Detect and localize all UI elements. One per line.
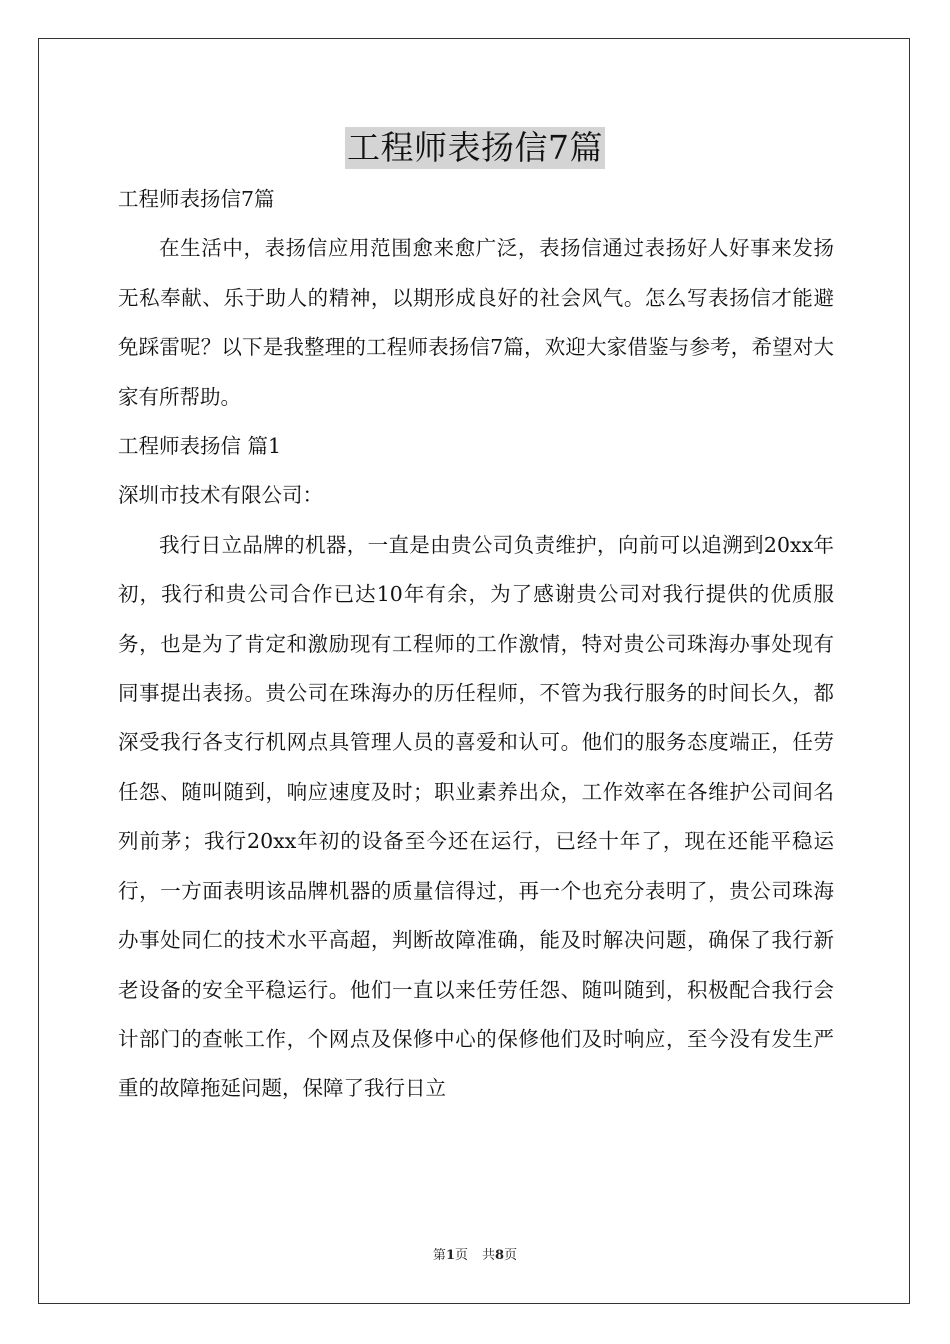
total-prefix: 共 — [482, 1248, 496, 1263]
total-page-number: 8 — [495, 1248, 505, 1263]
document-title: 工程师表扬信7篇 — [347, 128, 603, 167]
page-unit: 页 — [454, 1248, 468, 1263]
letter-body-paragraph: 我行日立品牌的机器，一直是由贵公司负责维护，向前可以追溯到20xx年初，我行和贵公司合作已达10年有余，为了感谢贵公司对我行提供的优质服务，也是为了肯定和激励现有工程师的工作激情，特对贵公司珠海办事处现有同事提出表扬。贵公司在珠海办的历任程师，不管为我行服务的时间长久，都深受我行各支行机网点具管理人员的喜爱和认可。他们的服务态度端正，任劳任怨、随叫随到，响应速度及时；职业素养出众，工作效率在各维护公司间名列前茅；我行20xx年初的设备至今还在运行，已经十年了，现在还能平稳运行，一方面表明该品牌机器的质量信得过，再一个也充分表明了，贵公司珠海办事处同仁的技术水平高超，判断故障准确，能及时解决问题，确保了我行新老设备的安全平稳运行。他们一直以来任劳任怨、随叫随到，积极配合我行会计部门的查帐工作，个网点及保修中心的保修他们及时响应，至今没有发生严重的故障拖延问题，保障了我行日立 — [118, 532, 834, 1101]
section-heading: 工程师表扬信 篇1 — [118, 434, 282, 459]
intro-paragraph: 在生活中，表扬信应用范围愈来愈广泛，表扬信通过表扬好人好事来发扬无私奉献、乐于助人的精神，以期形成良好的社会风气。怎么写表扬信才能避免踩雷呢？以下是我整理的工程师表扬信7篇，欢迎大家借鉴与参考，希望对大家有所帮助。 — [118, 236, 834, 409]
total-unit: 页 — [504, 1248, 518, 1263]
title-container — [0, 127, 950, 169]
page-prefix: 第 — [432, 1248, 446, 1263]
salutation: 深圳市技术有限公司： — [118, 483, 323, 508]
page-footer — [0, 1248, 950, 1264]
document-body — [118, 175, 834, 1114]
document-subtitle: 工程师表扬信7篇 — [118, 187, 275, 211]
current-page-number: 1 — [445, 1248, 455, 1263]
